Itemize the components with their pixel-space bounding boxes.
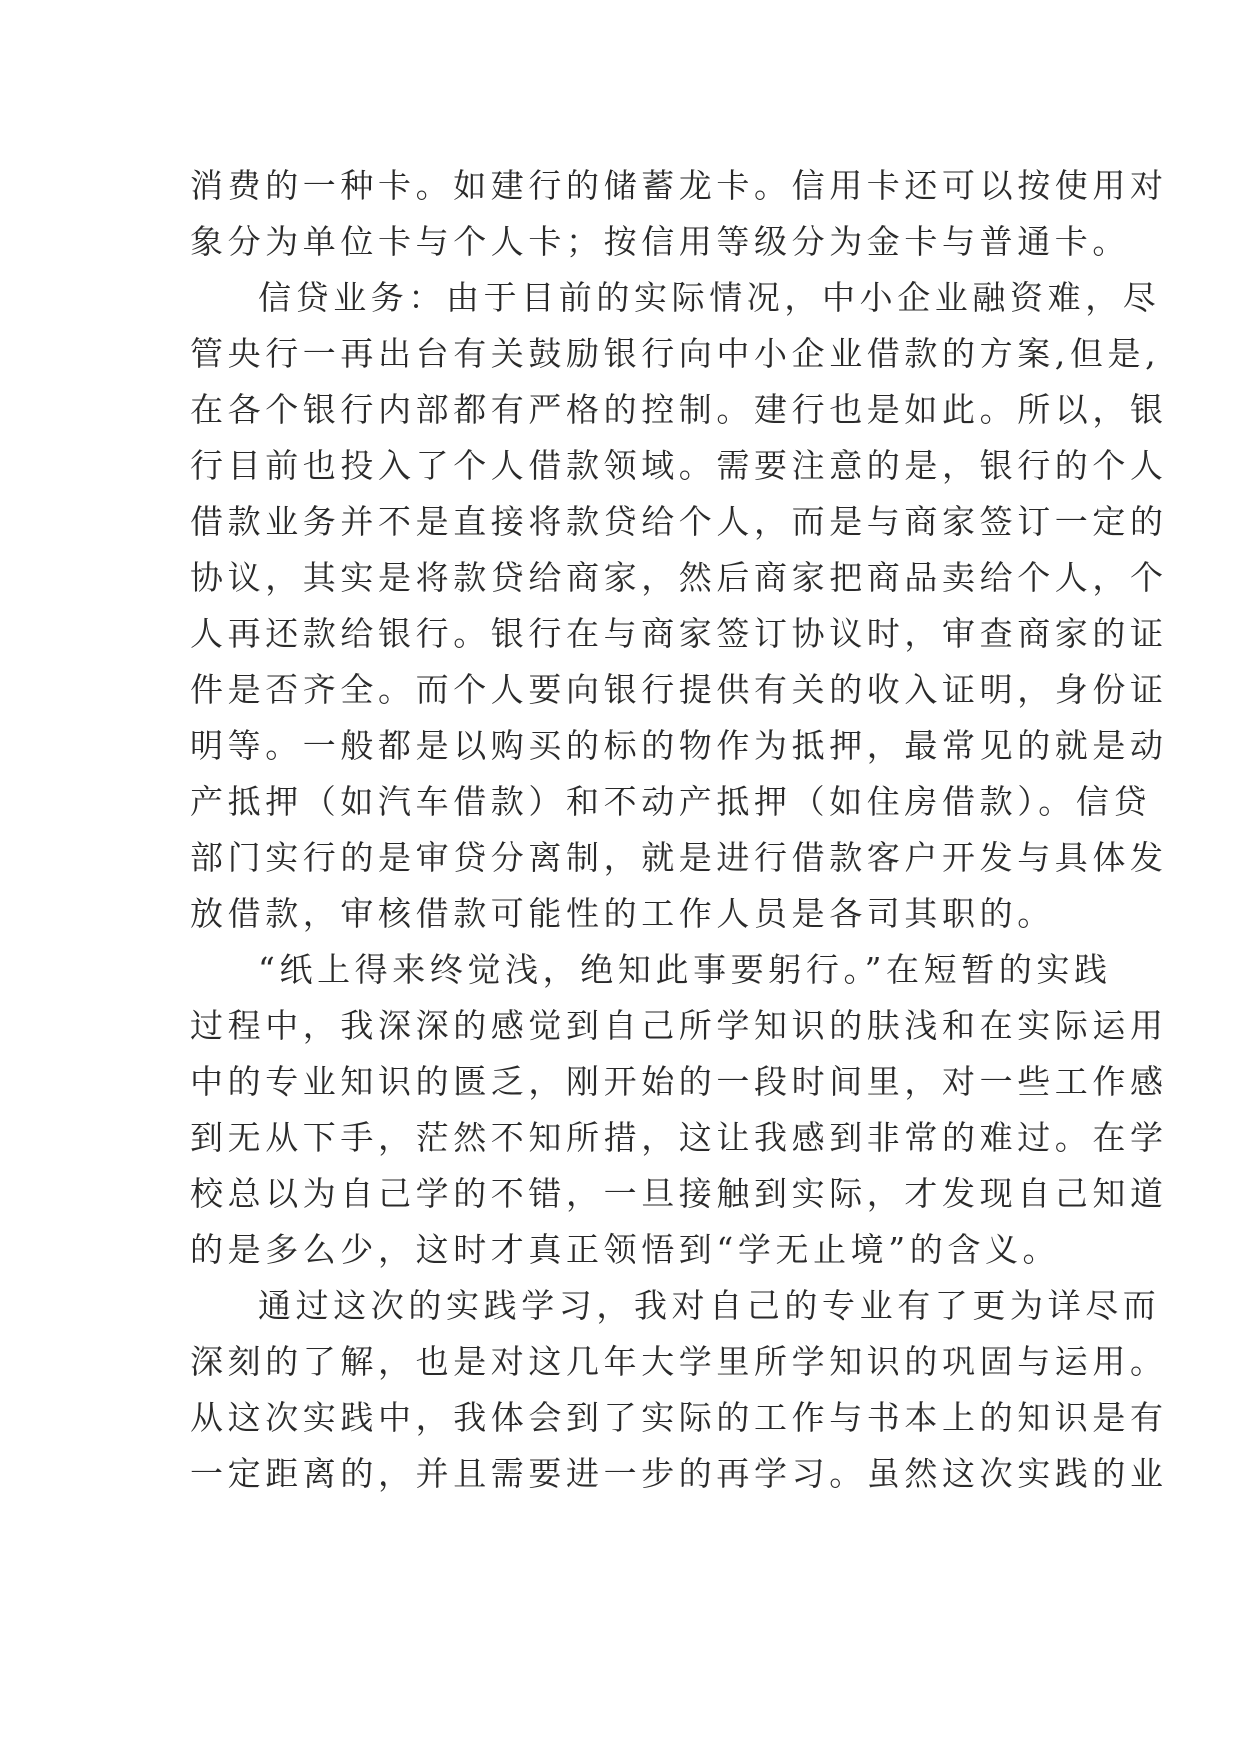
paragraph-card-types [190,158,1168,270]
paragraph-credit-business [190,270,1168,942]
text-line: 明等。一般都是以购买的标的物作为抵押，最常见的就是动 [190,726,1168,765]
text-line: 人再还款给银行。银行在与商家签订协议时，审查商家的证 [190,614,1168,653]
text-line: 象分为单位卡与个人卡；按信用等级分为金卡与普通卡。 [190,222,1130,261]
paragraph-learning-summary [190,1278,1168,1502]
text-line: 件是否齐全。而个人要向银行提供有关的收入证明，身份证 [190,670,1168,709]
text-line: 协议，其实是将款贷给商家，然后商家把商品卖给个人，个 [190,558,1168,597]
text-line: 一定距离的，并且需要进一步的再学习。虽然这次实践的业 [190,1454,1168,1493]
text-line: 深刻的了解，也是对这几年大学里所学知识的巩固与运用。 [190,1342,1168,1381]
text-line: 消费的一种卡。如建行的储蓄龙卡。信用卡还可以按使用对 [190,166,1168,205]
text-line: 借款业务并不是直接将款贷给个人，而是与商家签订一定的 [190,502,1168,541]
text-line: 放借款，审核借款可能性的工作人员是各司其职的。 [190,894,1055,933]
text-line: “纸上得来终觉浅，绝知此事要躬行。”在短暂的实践 [258,950,1112,989]
text-line: 产抵押（如汽车借款）和不动产抵押（如住房借款）。信贷 [190,782,1152,821]
paragraph-practice-reflection [190,942,1168,1278]
text-line: 中的专业知识的匮乏，刚开始的一段时间里，对一些工作感 [190,1062,1168,1101]
text-line: 过程中，我深深的感觉到自己所学知识的肤浅和在实际运用 [190,1006,1168,1045]
text-line: 的是多么少，这时才真正领悟到“学无止境”的含义。 [190,1230,1061,1269]
text-line: 管央行一再出台有关鼓励银行向中小企业借款的方案,但是, [190,334,1161,373]
text-line: 到无从下手，茫然不知所措，这让我感到非常的难过。在学 [190,1118,1168,1157]
text-line: 行目前也投入了个人借款领域。需要注意的是，银行的个人 [190,446,1168,485]
body-text [190,158,1168,1502]
text-line: 从这次实践中，我体会到了实际的工作与书本上的知识是有 [190,1398,1168,1437]
text-line: 在各个银行内部都有严格的控制。建行也是如此。所以，银 [190,390,1168,429]
text-line: 部门实行的是审贷分离制，就是进行借款客户开发与具体发 [190,838,1168,877]
text-line: 通过这次的实践学习，我对自己的专业有了更为详尽而 [258,1286,1161,1325]
text-line: 校总以为自己学的不错，一旦接触到实际，才发现自己知道 [190,1174,1168,1213]
text-line: 信贷业务：由于目前的实际情况，中小企业融资难，尽 [258,278,1161,317]
